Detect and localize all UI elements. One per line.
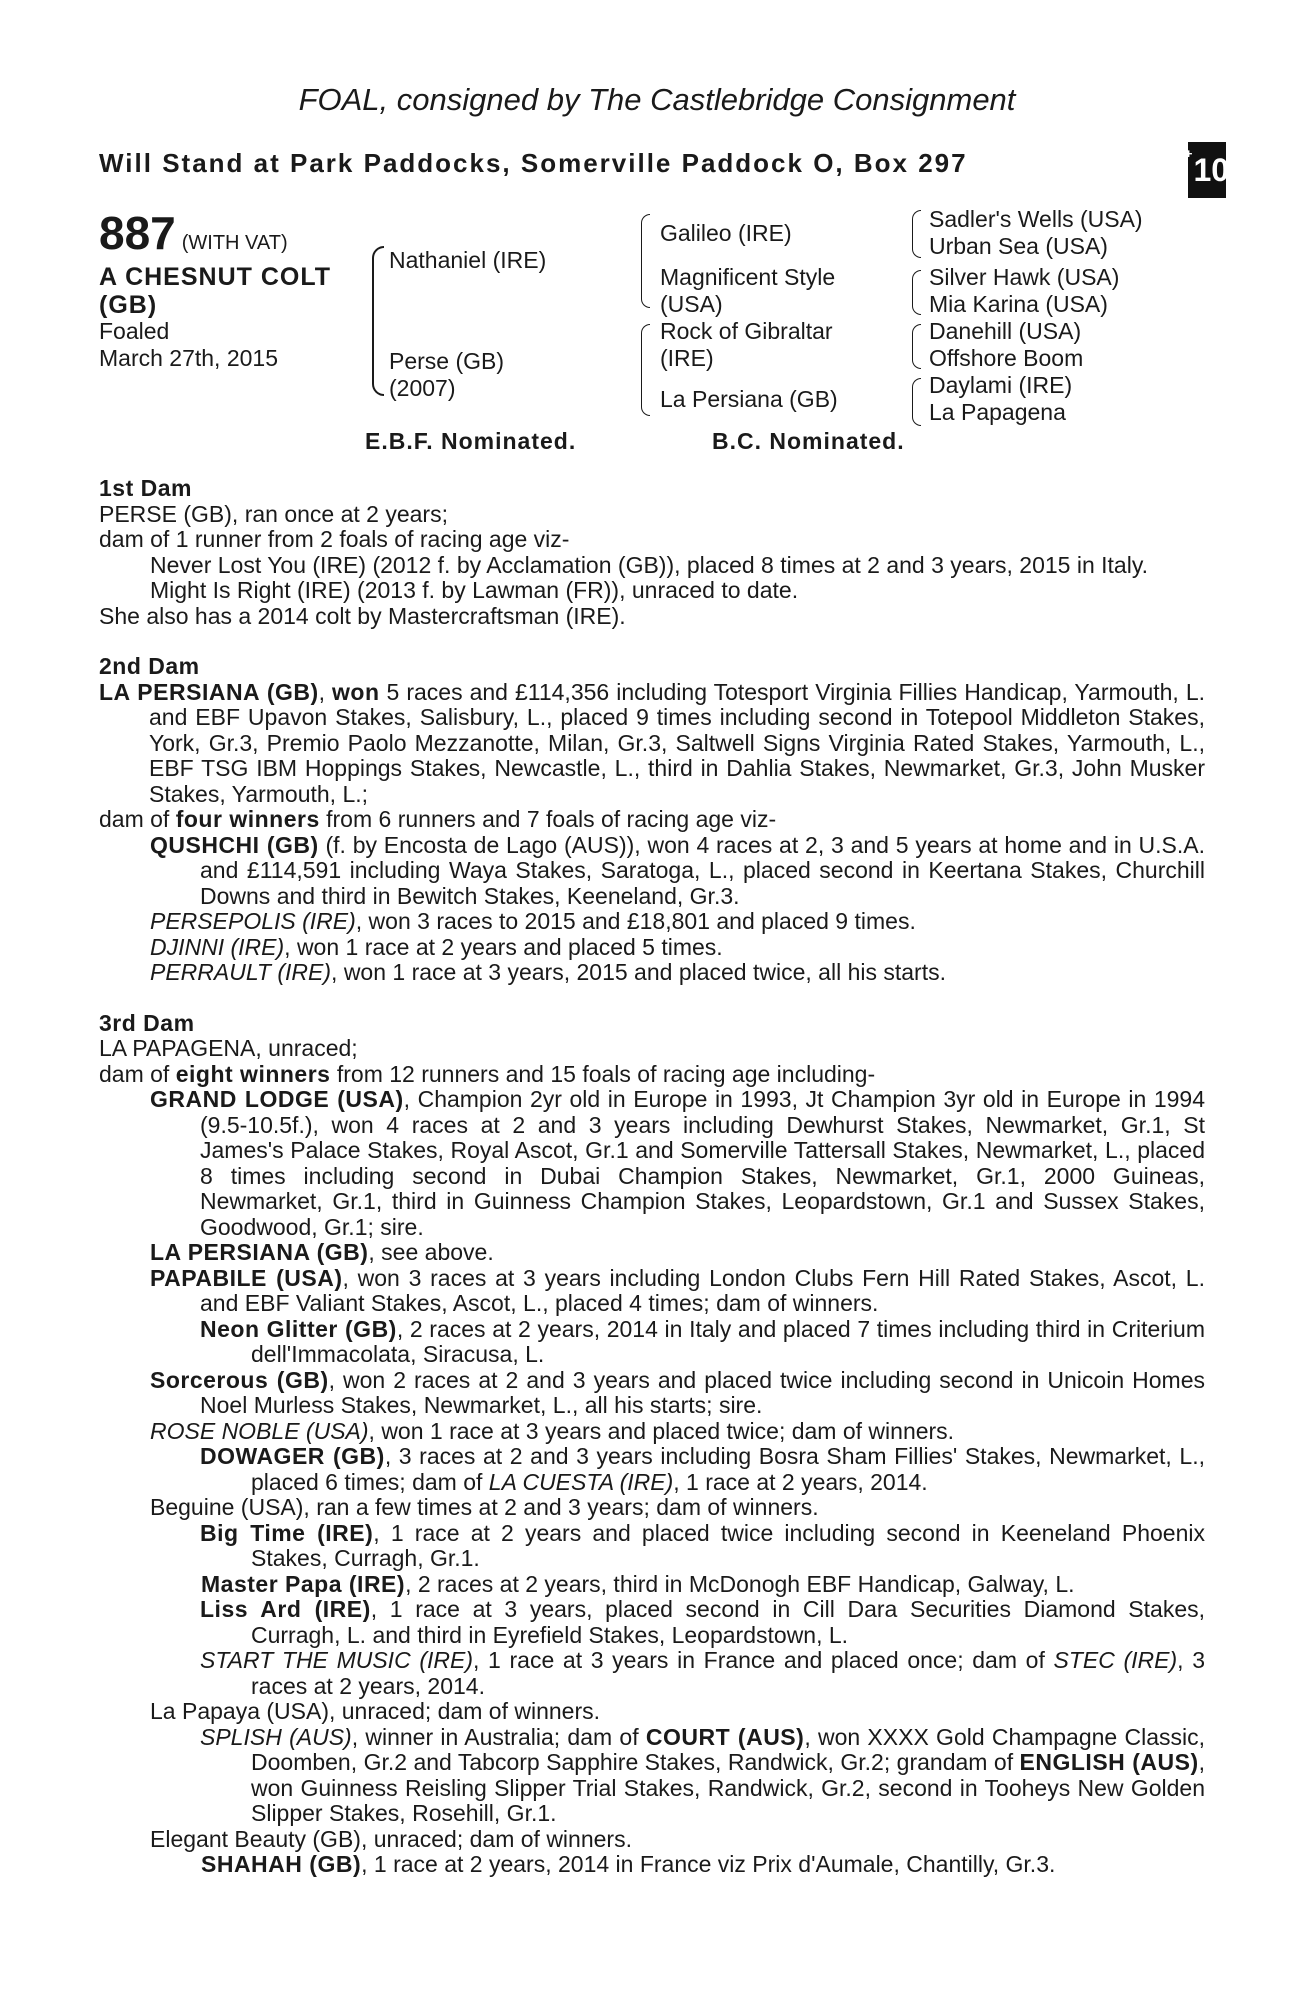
pedigree-g3: Silver Hawk (USA): [929, 264, 1120, 290]
grand-produce-entry: [99, 1444, 1205, 1495]
winners-count: four winners: [175, 806, 320, 832]
produce-entry: [99, 960, 1205, 986]
horse-name: Sorcerous (GB): [150, 1366, 329, 1393]
lot-badge: [1184, 142, 1230, 198]
sex-line-1: A CHESNUT COLT: [99, 263, 332, 291]
horse-name: GRAND LODGE (USA): [150, 1086, 404, 1112]
race-record: , won 2 races at 2 and 3 years and placed twice including second in Unicoin Homes Noel Murless Stakes, Newmarket, L., all his starts; sire.: [200, 1366, 1205, 1418]
race-record: , 3 races at 2 and 3 years including Bosra Sham Fillies' Stakes, Newmarket, L., placed 6 times; dam of: [251, 1443, 1205, 1495]
pedigree-brace-4d: [912, 378, 921, 426]
grand-produce-entry: [99, 1317, 1205, 1368]
pedigree-g7: Daylami (IRE): [929, 372, 1073, 398]
third-dam-line: LA PAPAGENA, unraced;: [99, 1035, 358, 1061]
horse-name: Neon Glitter (GB): [200, 1315, 397, 1342]
second-dam-entry: LA PERSIANA (GB), won 5 races and £114,356 including Totesport Virginia Fillies Handicap, Yarmouth, L. and EBF Upavon Stakes, Salisbury, L., placed 9 times including second in Totepool Middleton Stakes, York, Gr.3, Premio Paolo Mezzanotte, Milan, Gr.3, Saltwell Signs Virginia Rated Stakes, Yarmouth, L., EBF TSG IBM Hoppings Stakes, Newcastle, L., third in Dahlia Stakes, Newmarket, Gr.3, John Musker Stakes, Yarmouth, L.;: [99, 678, 1206, 807]
horse-name: DOWAGER (GB): [200, 1443, 385, 1469]
pedigree-dam-dam: La Persiana (GB): [660, 386, 838, 412]
pedigree-g6: Offshore Boom: [929, 345, 1084, 371]
horse-name: SHAHAH (GB): [201, 1851, 362, 1877]
grand-produce-entry: [99, 1572, 1205, 1598]
produce-entry: [99, 1087, 1205, 1240]
grand-produce-entry: [99, 1648, 1205, 1699]
grand-produce-entry: [99, 1597, 1205, 1648]
foaled-info: [99, 318, 278, 372]
winners-count: eight winners: [175, 1060, 331, 1087]
foaled-date: March 27th, 2015: [99, 345, 279, 371]
produce-entry: [99, 909, 1205, 935]
lot-description: [99, 263, 331, 319]
bc-nominated: B.C. Nominated.: [712, 428, 905, 454]
first-dam-line: PERSE (GB), ran once at 2 years;: [99, 500, 448, 527]
race-record: (f. by Encosta de Lago (AUS)), won 4 races at 2, 3 and 5 years at home and in U.S.A. and £114,591 including Waya Stakes, Saratoga, L., placed second in Keertana Stakes, Churchill Downs and third in Bewitch Stakes, Keeneland, Gr.3.: [200, 831, 1205, 909]
lot-number: 887: [99, 207, 176, 259]
horse-name: QUSHCHI (GB): [150, 831, 319, 858]
catalogue-body: [99, 476, 1205, 1878]
text-fragment: from 12 runners and 15 foals of racing age including-: [330, 1060, 876, 1087]
won-label: won: [332, 678, 380, 705]
pedigree-sire-dam-name: Magnificent Style: [660, 264, 836, 290]
race-record: , see above.: [368, 1239, 494, 1265]
horse-name: Master Papa (IRE): [201, 1570, 406, 1597]
produce-entry: La Papaya (USA), unraced; dam of winners.: [150, 1698, 601, 1724]
second-dam-produce-line: [99, 807, 1205, 833]
ebf-nominated: E.B.F. Nominated.: [365, 428, 577, 454]
first-dam-heading: 1st Dam: [99, 475, 192, 501]
third-dam-produce-line: [99, 1062, 1205, 1088]
horse-name: SPLISH (AUS): [200, 1723, 352, 1750]
text-fragment: dam of: [99, 1060, 176, 1087]
text-fragment: from 6 runners and 7 foals of racing age viz-: [319, 806, 777, 832]
produce-entry: [99, 833, 1205, 910]
badge-number: 10: [1193, 151, 1230, 188]
race-record: , 1 race at 2 years, 2014.: [673, 1468, 928, 1495]
first-dam-note: She also has a 2014 colt by Mastercraftsman (IRE).: [99, 602, 626, 629]
horse-name: ROSE NOBLE (USA): [150, 1417, 369, 1444]
pedigree-sire: Nathaniel (IRE): [389, 247, 547, 273]
horse-name: COURT (AUS): [645, 1723, 805, 1750]
second-dam-heading: 2nd Dam: [99, 653, 200, 679]
horse-name: Big Time (IRE): [200, 1519, 374, 1546]
pedigree-sire-dam: [660, 264, 835, 318]
race-record: , 2 races at 2 years, 2014 in Italy and placed 7 times including third in Criterium dell'Immacolata, Siracusa, L.: [251, 1315, 1205, 1367]
pedigree-g8: La Papagena: [929, 399, 1066, 425]
horse-name: LA PERSIANA (GB): [150, 1239, 369, 1265]
horse-name: LA PERSIANA (GB): [99, 678, 319, 705]
pedigree-dam-sire-name: Rock of Gibraltar: [660, 318, 833, 344]
race-record: , Champion 2yr old in Europe in 1993, Jt Champion 3yr old in Europe in 1994 (9.5-10.5f.), won 4 races at 2 and 3 years including Dewhurst Stakes, Newmarket, Gr.1, St James's Palace Stakes, Royal Ascot, Gr.1 and Somerville Tattersall Stakes, Newmarket, L., placed 8 times including second in Dubai Champion Stakes, Newmarket, Gr.1, 2000 Guineas, Newmarket, Gr.1, third in Guinness Champion Stakes, Leopardstown, Gr.1 and Sussex Stakes, Goodwood, Gr.1; sire.: [200, 1086, 1205, 1240]
produce-entry: [99, 1240, 1205, 1266]
horse-name: Liss Ard (IRE): [200, 1596, 371, 1622]
pedigree-dam-name: Perse (GB): [389, 348, 505, 374]
produce-entry: Never Lost You (IRE) (2012 f. by Acclamation (GB)), placed 8 times at 2 and 3 years, 2015 in Italy.: [150, 551, 1149, 578]
lot-number-line: [99, 206, 288, 260]
horse-name: PAPABILE (USA): [150, 1264, 343, 1291]
pedigree-dam: [389, 348, 504, 402]
race-record: 5 races and £114,356 including Totesport Virginia Fillies Handicap, Yarmouth, L. and EBF Upavon Stakes, Salisbury, L., placed 9 times including second in Totepool Middleton Stakes, York, Gr.3, Premio Paolo Mezzanotte, Milan, Gr.3, Saltwell Signs Virginia Rated Stakes, Yarmouth, L., EBF TSG IBM Hoppings Stakes, Newcastle, L., third in Dahlia Stakes, Newmarket, Gr.3, John Musker Stakes, Yarmouth, L.;: [149, 678, 1206, 807]
pedigree-sire-dam-country: (USA): [660, 291, 723, 317]
race-record: , won Guinness Reisling Slipper Trial Stakes, Randwick, Gr.2, second in Tooheys New Golden Slipper Stakes, Rosehill, Gr.1.: [251, 1749, 1205, 1826]
race-record: , 1 race at 2 years, 2014 in France viz Prix d'Aumale, Chantilly, Gr.3.: [361, 1851, 1056, 1877]
race-record: , won 1 race at 3 years and placed twice; dam of winners.: [368, 1417, 955, 1444]
race-record: , won 1 race at 2 years and placed 5 times.: [284, 933, 723, 960]
race-record: , 1 race at 3 years, placed second in Cill Dara Securities Diamond Stakes, Curragh, L. and third in Eyrefield Stakes, Leopardstown, L.: [251, 1596, 1205, 1648]
horse-name: PERSEPOLIS (IRE): [150, 908, 356, 934]
pedigree-g4: Mia Karina (USA): [929, 291, 1108, 317]
race-record: , 3 races at 2 years, 2014.: [251, 1647, 1205, 1699]
grand-produce-entry: [99, 1521, 1205, 1572]
badge-plus: +: [1184, 146, 1193, 161]
produce-entry: [99, 935, 1205, 961]
race-record: , 2 races at 2 years, third in McDonogh EBF Handicap, Galway, L.: [405, 1570, 1075, 1597]
pedigree-dam-year: (2007): [389, 375, 456, 401]
text-fragment: dam of: [99, 806, 176, 832]
pedigree-brace-sire: [641, 214, 650, 308]
produce-entry: [99, 1266, 1205, 1317]
produce-entry: Elegant Beauty (GB), unraced; dam of winners.: [150, 1825, 632, 1852]
horse-name: ENGLISH (AUS): [1019, 1749, 1199, 1775]
grand-produce-entry: [99, 1725, 1205, 1827]
race-record: , won 3 races at 3 years including London Clubs Fern Hill Rated Stakes, Ascot, L. and EBF Valiant Stakes, Ascot, L., placed 4 times; dam of winners.: [200, 1264, 1205, 1316]
race-record: , winner in Australia; dam of: [351, 1723, 646, 1750]
horse-name: START THE MUSIC (IRE): [200, 1647, 474, 1673]
pedigree-sire-sire: Galileo (IRE): [660, 220, 792, 246]
race-record: , won XXXX Gold Champagne Classic, Doomben, Gr.2 and Tabcorp Sapphire Stakes, Randwick, Gr.2; grandam of: [251, 1723, 1205, 1775]
third-dam-heading: 3rd Dam: [99, 1009, 195, 1036]
sex-line-2: (GB): [99, 291, 158, 319]
horse-name: LA CUESTA (IRE): [488, 1468, 674, 1495]
grand-produce-entry: [99, 1852, 1205, 1878]
pedigree-g2: Urban Sea (USA): [929, 233, 1108, 259]
pedigree-g5: Danehill (USA): [929, 318, 1082, 344]
pedigree-g1: Sadler's Wells (USA): [929, 206, 1143, 232]
page-title: FOAL, consigned by The Castlebridge Consignment: [298, 82, 1016, 117]
horse-name: DJINNI (IRE): [150, 933, 285, 960]
produce-entry: Beguine (USA), ran a few times at 2 and 3 years; dam of winners.: [150, 1494, 819, 1520]
produce-entry: [99, 1368, 1205, 1419]
race-record: , 1 race at 2 years and placed twice including second in Keeneland Phoenix Stakes, Curragh, Gr.1.: [251, 1519, 1205, 1571]
produce-entry: Might Is Right (IRE) (2013 f. by Lawman (FR)), unraced to date.: [150, 577, 799, 603]
first-dam-produce-line: dam of 1 runner from 2 foals of racing age viz-: [99, 526, 570, 552]
pedigree-dam-sire: [660, 318, 833, 372]
pedigree-brace-4a: [912, 210, 921, 258]
foaled-label: Foaled: [99, 318, 170, 344]
horse-name: STEC (IRE): [1053, 1647, 1178, 1673]
horse-name: PERRAULT (IRE): [150, 959, 332, 985]
pedigree-brace-dam: [641, 324, 650, 416]
race-record: , won 3 races to 2015 and £18,801 and placed 9 times.: [355, 908, 916, 934]
pedigree-brace-4b: [912, 270, 921, 315]
pedigree-brace-4c: [912, 324, 921, 369]
pedigree-dam-sire-country: (IRE): [660, 345, 714, 371]
stand-location: Will Stand at Park Paddocks, Somerville Paddock O, Box 297: [99, 148, 968, 178]
pedigree-brace-main: [372, 246, 384, 396]
race-record: , won 1 race at 3 years, 2015 and placed twice, all his starts.: [331, 959, 946, 985]
race-record: , 1 race at 3 years in France and placed once; dam of: [473, 1647, 1054, 1673]
vat-label: (WITH VAT): [181, 232, 288, 254]
produce-entry: [99, 1419, 1205, 1445]
